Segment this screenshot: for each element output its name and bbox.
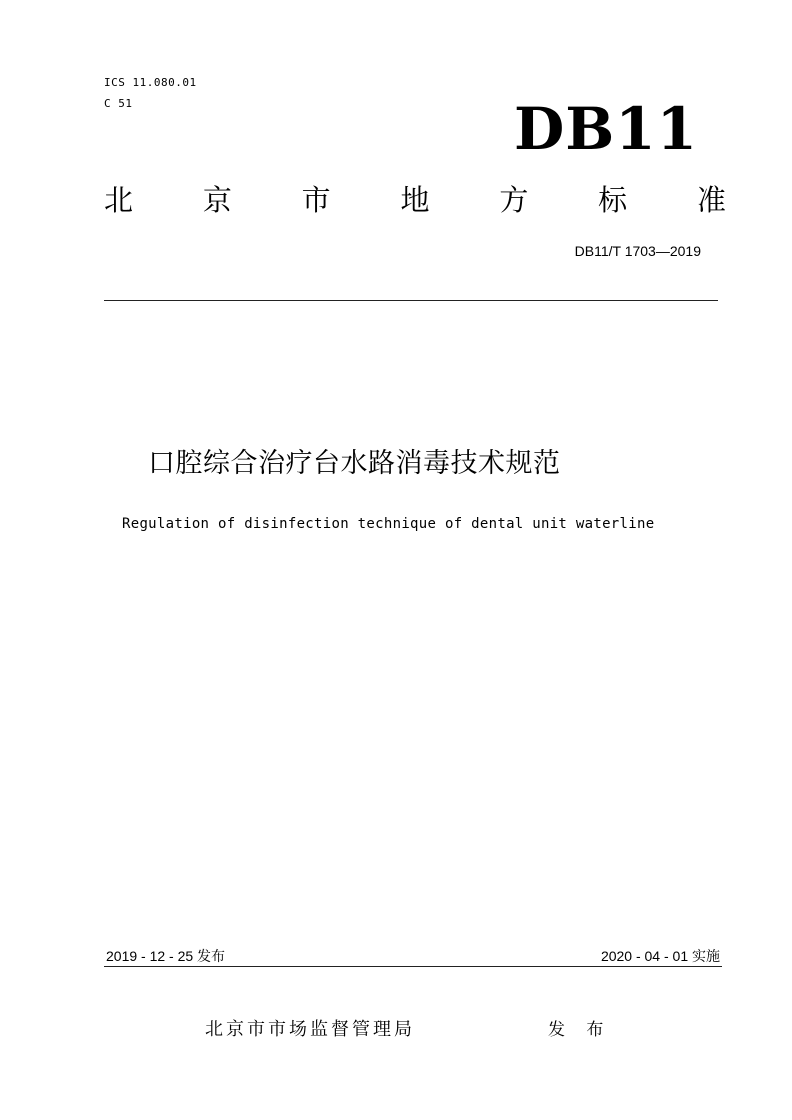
- standard-type-char: 标: [598, 183, 628, 217]
- standard-type-char: 地: [400, 183, 430, 217]
- db11-logo: DB11: [513, 95, 698, 163]
- standard-number: DB11/T 1703—2019: [574, 243, 701, 259]
- standard-type-char: 市: [301, 183, 331, 217]
- ccs-code: C 51: [104, 97, 133, 110]
- issue-date: 2019 - 12 - 25 发布: [106, 948, 226, 964]
- ics-code: ICS 11.080.01: [104, 76, 197, 89]
- document-title-chinese: 口腔综合治疗台水路消毒技术规范: [148, 448, 561, 479]
- document-title-english: Regulation of disinfection technique of dental unit waterline: [122, 516, 655, 532]
- standard-type-char: 京: [202, 183, 232, 217]
- header-divider: [104, 300, 718, 301]
- issuing-authority: 北京市市场监督管理局: [205, 1019, 415, 1040]
- standard-type-char: 北: [104, 183, 134, 217]
- standard-type-char: 准: [696, 183, 726, 217]
- standard-type-char: 方: [499, 183, 529, 217]
- footer-divider: [104, 966, 722, 967]
- standard-type-title: [104, 183, 726, 217]
- publish-label: 发 布: [548, 1020, 612, 1040]
- implementation-date: 2020 - 04 - 01 实施: [600, 948, 720, 964]
